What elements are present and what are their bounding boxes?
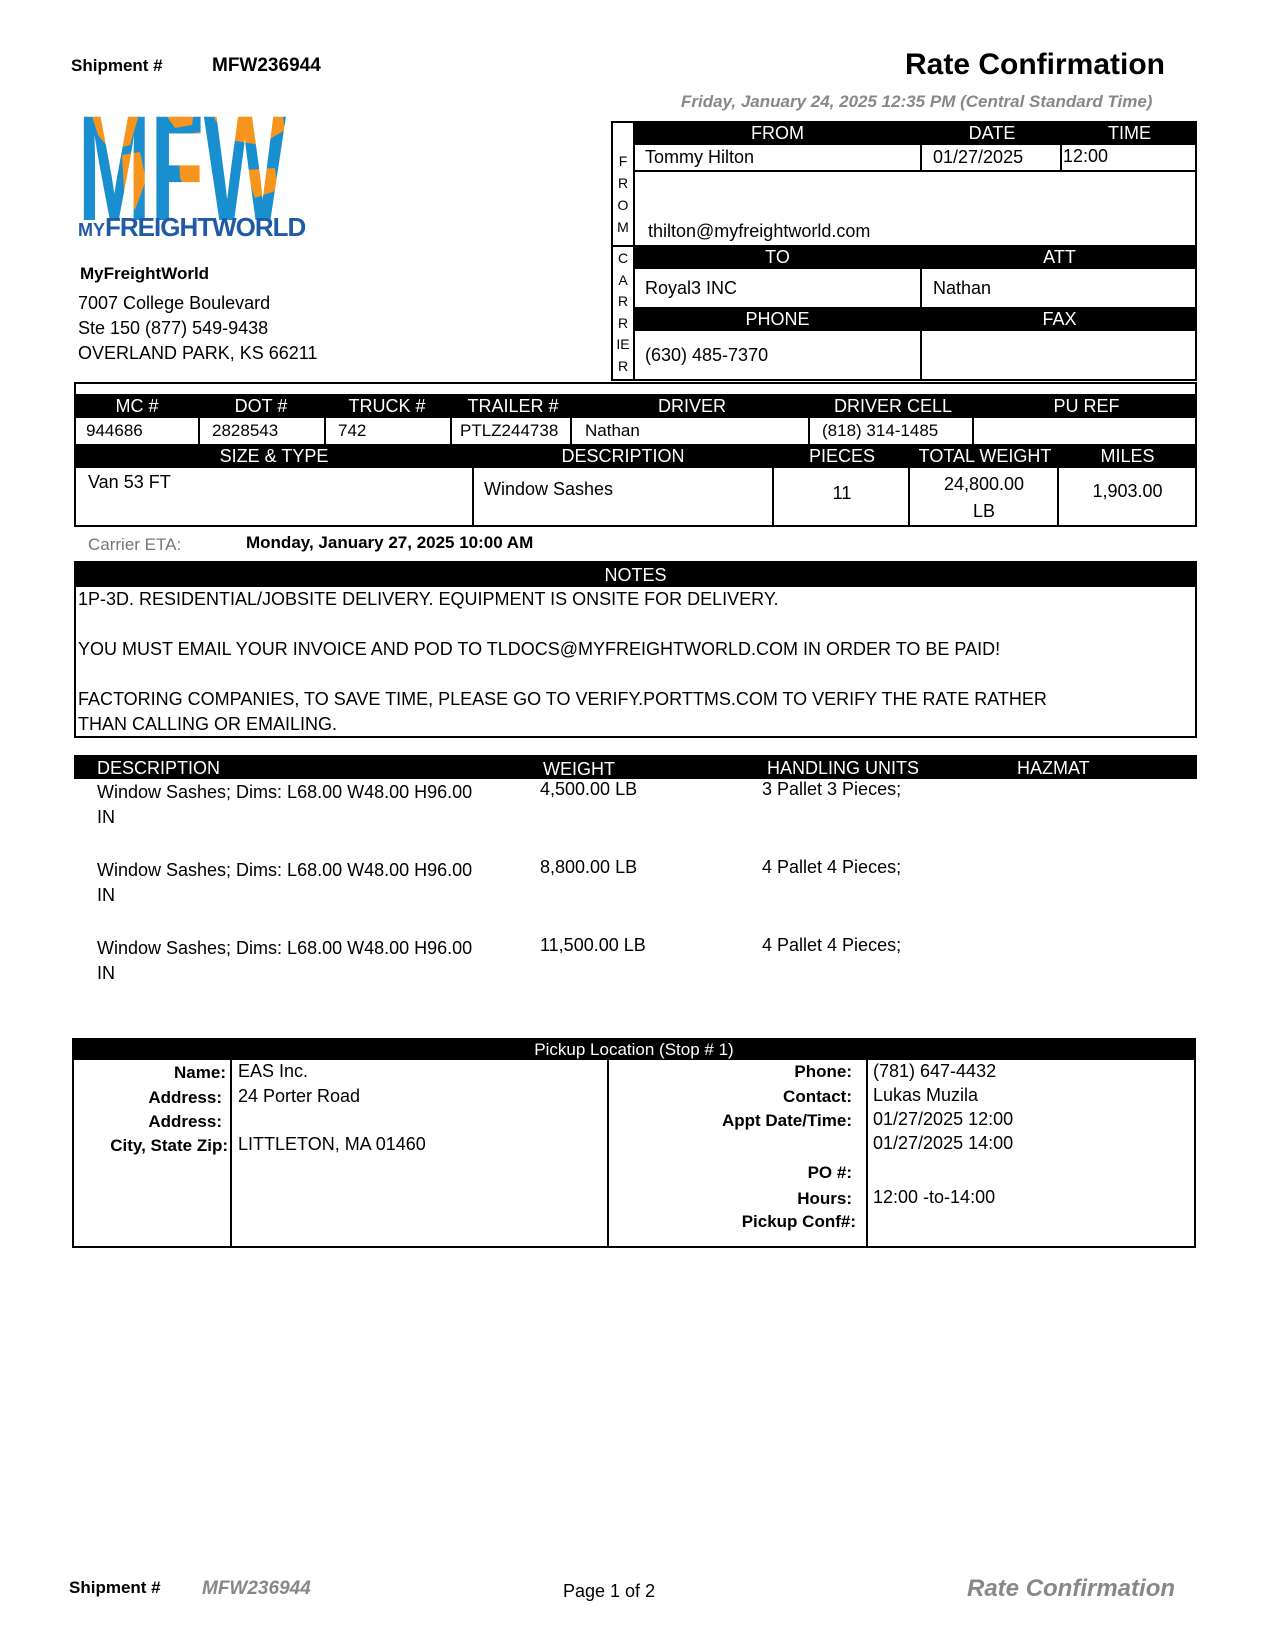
dot-header: DOT # (234, 396, 288, 416)
side-letter: O (617, 197, 629, 213)
item-handling-units: 3 Pallet 3 Pieces; (762, 779, 902, 799)
eta-value: Monday, January 27, 2025 10:00 AM (246, 533, 534, 552)
driver-cell: (818) 314-1485 (822, 421, 939, 440)
side-letter: C (617, 250, 629, 266)
pickup-conf-label: Pickup Conf#: (741, 1212, 856, 1231)
logo-wordmark-main: FREIGHTWORLD (105, 212, 306, 242)
item-description-cont: IN (97, 885, 115, 905)
logo-wordmark-my: MY (78, 220, 105, 240)
att-name: Nathan (933, 278, 992, 298)
pickup-appt-start: 01/27/2025 12:00 (873, 1109, 1014, 1129)
company-address-3: OVERLAND PARK, KS 66211 (78, 343, 318, 363)
item-description: Window Sashes; Dims: L68.00 W48.00 H96.00 (97, 938, 473, 958)
mc-header: MC # (115, 396, 159, 416)
side-letter: M (617, 219, 629, 235)
pickup-city: LITTLETON, MA 01460 (238, 1134, 426, 1154)
miles-header: MILES (1100, 446, 1155, 466)
company-logo (78, 90, 306, 250)
items-description-header: DESCRIPTION (97, 758, 221, 778)
side-label-carrier (613, 248, 633, 377)
from-header: FROM (751, 123, 804, 143)
from-name: Tommy Hilton (645, 147, 755, 167)
dot-number: 2828543 (212, 421, 279, 440)
pickup-address2-label: Address: (148, 1112, 222, 1131)
description-header: DESCRIPTION (561, 446, 685, 466)
side-letter: R (617, 314, 629, 331)
pickup-appt-label: Appt Date/Time: (721, 1111, 852, 1130)
company-address-1: 7007 College Boulevard (78, 293, 271, 313)
size-type: Van 53 FT (88, 472, 171, 492)
item-description: Window Sashes; Dims: L68.00 W48.00 H96.00 (97, 782, 473, 802)
pickup-po-label: PO #: (807, 1163, 852, 1182)
side-letter: R (617, 175, 629, 191)
pieces: 11 (832, 483, 852, 503)
mc-number: 944686 (86, 421, 143, 440)
truck-number: 742 (338, 421, 367, 440)
item-description: Window Sashes; Dims: L68.00 W48.00 H96.00 (97, 860, 473, 880)
size-type-header: SIZE & TYPE (219, 446, 329, 466)
page-title: Rate Confirmation (905, 48, 1166, 81)
pickup-contact-label: Contact: (783, 1087, 852, 1106)
item-description-cont: IN (97, 807, 115, 827)
note-line-3a: FACTORING COMPANIES, TO SAVE TIME, PLEASE GO TO VERIFY.PORTTMS.COM TO VERIFY THE RATE RATHER (78, 689, 1047, 709)
driver-header: DRIVER (657, 396, 726, 416)
load-description: Window Sashes (484, 479, 614, 499)
item-handling-units: 4 Pallet 4 Pieces; (762, 857, 902, 877)
note-line-1: 1P-3D. RESIDENTIAL/JOBSITE DELIVERY. EQUIPMENT IS ONSITE FOR DELIVERY. (78, 589, 779, 609)
pickup-phone-label: Phone: (794, 1062, 852, 1081)
fax-header: FAX (1042, 309, 1077, 329)
company-name: MyFreightWorld (80, 264, 210, 283)
notes-header: NOTES (76, 563, 1195, 587)
footer-title: Rate Confirmation (967, 1575, 1176, 1602)
pickup-contact: Lukas Muzila (873, 1085, 979, 1105)
pickup-appt-end: 01/27/2025 14:00 (873, 1133, 1014, 1153)
to-header: TO (765, 247, 790, 267)
trailer-number: PTLZ244738 (460, 421, 559, 440)
total-weight-unit: LB (972, 501, 996, 521)
trailer-header: TRAILER # (467, 396, 559, 416)
company-address-2: Ste 150 (877) 549-9438 (78, 318, 269, 338)
from-date: 01/27/2025 (933, 147, 1024, 167)
truck-header: TRUCK # (348, 396, 426, 416)
items-weight-header: WEIGHT (543, 759, 615, 779)
miles: 1,903.00 (1092, 481, 1163, 501)
footer-shipment-number: MFW236944 (202, 1578, 311, 1599)
side-letter: R (617, 293, 629, 309)
side-letter: R (617, 357, 629, 374)
from-email: thilton@myfreightworld.com (648, 221, 871, 241)
pickup-hours: 12:00 -to-14:00 (873, 1187, 996, 1207)
total-weight-value: 24,800.00 (943, 474, 1025, 494)
note-line-3b: THAN CALLING OR EMAILING. (78, 714, 338, 734)
total-weight-header: TOTAL WEIGHT (918, 446, 1052, 466)
logo-wordmark (78, 212, 305, 243)
item-weight: 4,500.00 LB (540, 779, 638, 799)
att-header: ATT (1043, 247, 1076, 267)
date-header: DATE (968, 123, 1016, 143)
item-weight: 8,800.00 LB (540, 857, 638, 877)
pu-ref-header: PU REF (1053, 396, 1120, 416)
time-header: TIME (1108, 123, 1151, 143)
pickup-hours-label: Hours: (797, 1189, 852, 1208)
driver-name: Nathan (585, 421, 640, 440)
page-number: Page 1 of 2 (563, 1581, 656, 1601)
side-label-from (613, 150, 633, 238)
item-weight: 11,500.00 LB (540, 935, 646, 955)
item-description-cont: IN (97, 963, 115, 983)
items-handling-header: HANDLING UNITS (767, 758, 920, 778)
note-line-2: YOU MUST EMAIL YOUR INVOICE AND POD TO TLDOCS@MYFREIGHTWORLD.COM IN ORDER TO BE PAID! (78, 639, 1001, 659)
phone-header: PHONE (745, 309, 810, 329)
from-time: 12:00 (1063, 146, 1109, 166)
driver-cell-header: DRIVER CELL (833, 396, 953, 416)
shipment-label: Shipment # (71, 56, 163, 75)
pieces-header: PIECES (808, 446, 876, 466)
to-name: Royal3 INC (645, 278, 738, 298)
pickup-header: Pickup Location (Stop # 1) (74, 1040, 1194, 1060)
footer-shipment-label: Shipment # (69, 1578, 161, 1597)
item-handling-units: 4 Pallet 4 Pieces; (762, 935, 902, 955)
pickup-name: EAS Inc. (238, 1061, 309, 1081)
side-letter: A (618, 271, 628, 288)
pickup-address-label: Address: (148, 1088, 222, 1107)
items-hazmat-header: HAZMAT (1017, 758, 1090, 778)
pickup-address: 24 Porter Road (238, 1086, 361, 1106)
carrier-phone: (630) 485-7370 (645, 345, 769, 365)
pickup-city-label: City, State Zip: (110, 1136, 228, 1155)
print-datetime: Friday, January 24, 2025 12:35 PM (Central Standard Time) (681, 92, 1153, 111)
side-letter: F (618, 153, 628, 169)
side-letter: IE (616, 336, 630, 352)
shipment-number: MFW236944 (212, 55, 321, 76)
eta-label: Carrier ETA: (88, 535, 182, 554)
pickup-name-label: Name: (174, 1063, 226, 1082)
pickup-phone: (781) 647-4432 (873, 1061, 997, 1081)
